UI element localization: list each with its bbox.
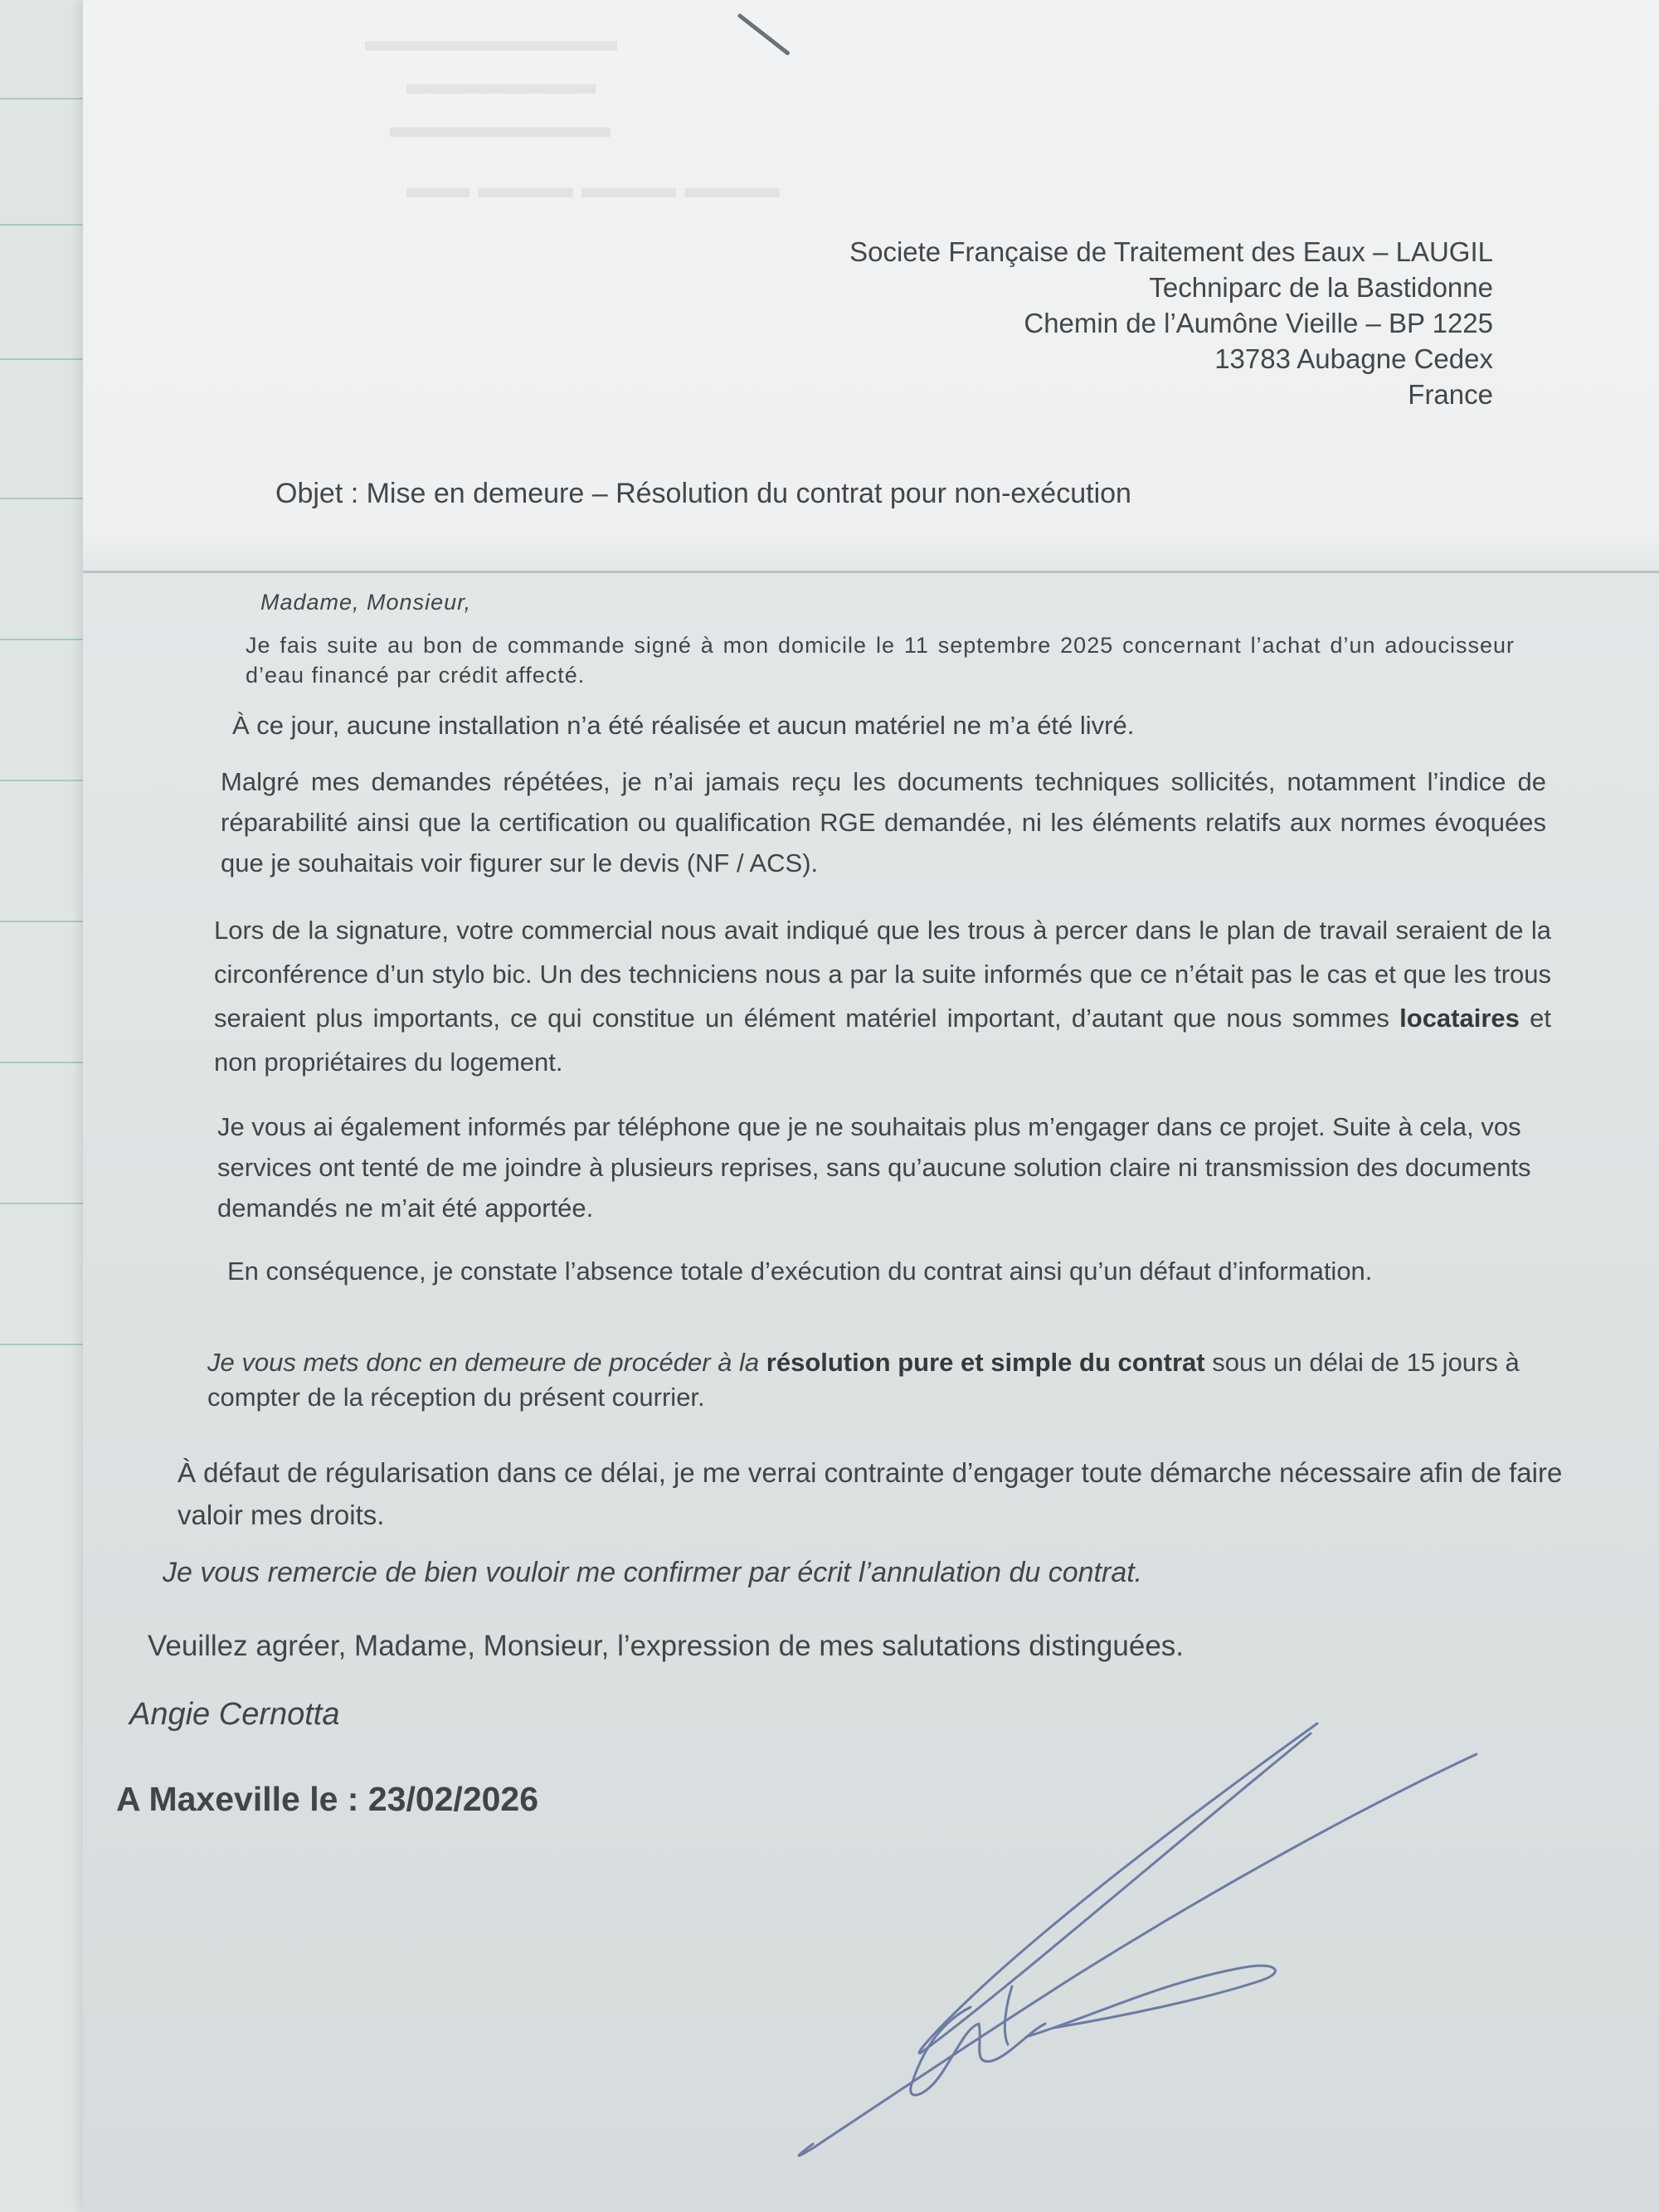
- recipient-address: [849, 234, 1493, 412]
- show-through-text: ▬▬ ▬▬▬ ▬▬▬ ▬▬▬: [406, 170, 780, 205]
- paragraph-legal-action: À défaut de régularisation dans ce délai, je me verrai contrainte d’engager toute démarche nécessaire afin de faire valoir mes droits.: [178, 1457, 1563, 1530]
- signatory-name: Angie Cernotta: [129, 1697, 340, 1732]
- place-and-date: A Maxeville le : 23/02/2026: [116, 1780, 539, 1818]
- paragraph-order: Je fais suite au bon de commande signé à mon domicile le 11 septembre 2025 concernant l’achat d’un adoucisseur d’eau financé par crédit affecté.: [246, 633, 1515, 688]
- paragraph-consequence: En conséquence, je constate l’absence totale d’exécution du contrat ainsi qu’un défaut d’information.: [227, 1257, 1373, 1286]
- paragraph-confirmation-request: Je vous remercie de bien vouloir me confirmer par écrit l’annulation du contrat.: [163, 1557, 1143, 1588]
- show-through-text: ▬▬▬▬▬▬▬: [390, 109, 611, 144]
- recipient-country: France: [1408, 379, 1493, 410]
- formal-notice-deadline: sous un délai de 15 jours à compter de la réception du présent courrier.: [207, 1348, 1520, 1412]
- paragraph-drilling-holes: [214, 908, 1551, 1084]
- salutation: Madame, Monsieur,: [260, 590, 472, 615]
- letter-subject: Objet : Mise en demeure – Résolution du contrat pour non-exécution: [275, 478, 1131, 509]
- paragraph-formal-notice: [207, 1345, 1559, 1415]
- formal-notice-text: Je vous mets donc en demeure de procéder à la: [207, 1348, 766, 1377]
- handwritten-signature: [780, 1709, 1510, 2173]
- recipient-park: Techniparc de la Bastidonne: [1149, 272, 1493, 303]
- recipient-postcode-city: 13783 Aubagne Cedex: [1214, 343, 1493, 374]
- show-through-text: ▬▬▬▬▬▬: [406, 66, 596, 101]
- paragraph-withdrawal: Je vous ai également informés par téléphone que je ne souhaitais plus m’engager dans ce projet. Suite à cela, vos services ont tenté de me joindre à plusieurs reprises, sans qu’aucune solution claire ni transmission des documents demandés ne m’ait été apportée.: [217, 1112, 1531, 1223]
- paper-fold-crease: [83, 571, 1659, 573]
- paragraph-no-installation: À ce jour, aucune installation n’a été réalisée et aucun matériel ne m’a été livré.: [232, 711, 1135, 740]
- paragraph-missing-documents: Malgré mes demandes répétées, je n’ai jamais reçu les documents techniques sollicités, notamment l’indice de réparabilité ainsi que la certification ou qualification RGE demandée, ni les éléments relatifs aux normes évoquées que je souhaitais voir figurer sur le devis (NF / ACS).: [221, 767, 1546, 878]
- closing-formula: Veuillez agréer, Madame, Monsieur, l’expression de mes salutations distinguées.: [148, 1630, 1185, 1662]
- paragraph-drilling-text: Lors de la signature, votre commercial nous avait indiqué que les trous à percer dans le plan de travail seraient de la circonférence d’un stylo bic. Un des techniciens nous a par la suite informés que ce n’était pas le cas et que les trous seraient plus importants, ce qui constitue un élément matériel important, d’autant que nous sommes: [214, 916, 1551, 1033]
- contract-resolution-emphasis: résolution pure et simple du contrat: [766, 1348, 1205, 1377]
- show-through-text: ▬▬▬▬▬▬▬▬: [365, 23, 617, 58]
- paragraph-drilling-end: et non propriétaires du logement.: [214, 1004, 1551, 1077]
- recipient-company: Societe Française de Traitement des Eaux – LAUGIL: [849, 236, 1493, 267]
- tenants-emphasis: locataires: [1399, 1004, 1520, 1033]
- recipient-street: Chemin de l’Aumône Vieille – BP 1225: [1024, 308, 1493, 338]
